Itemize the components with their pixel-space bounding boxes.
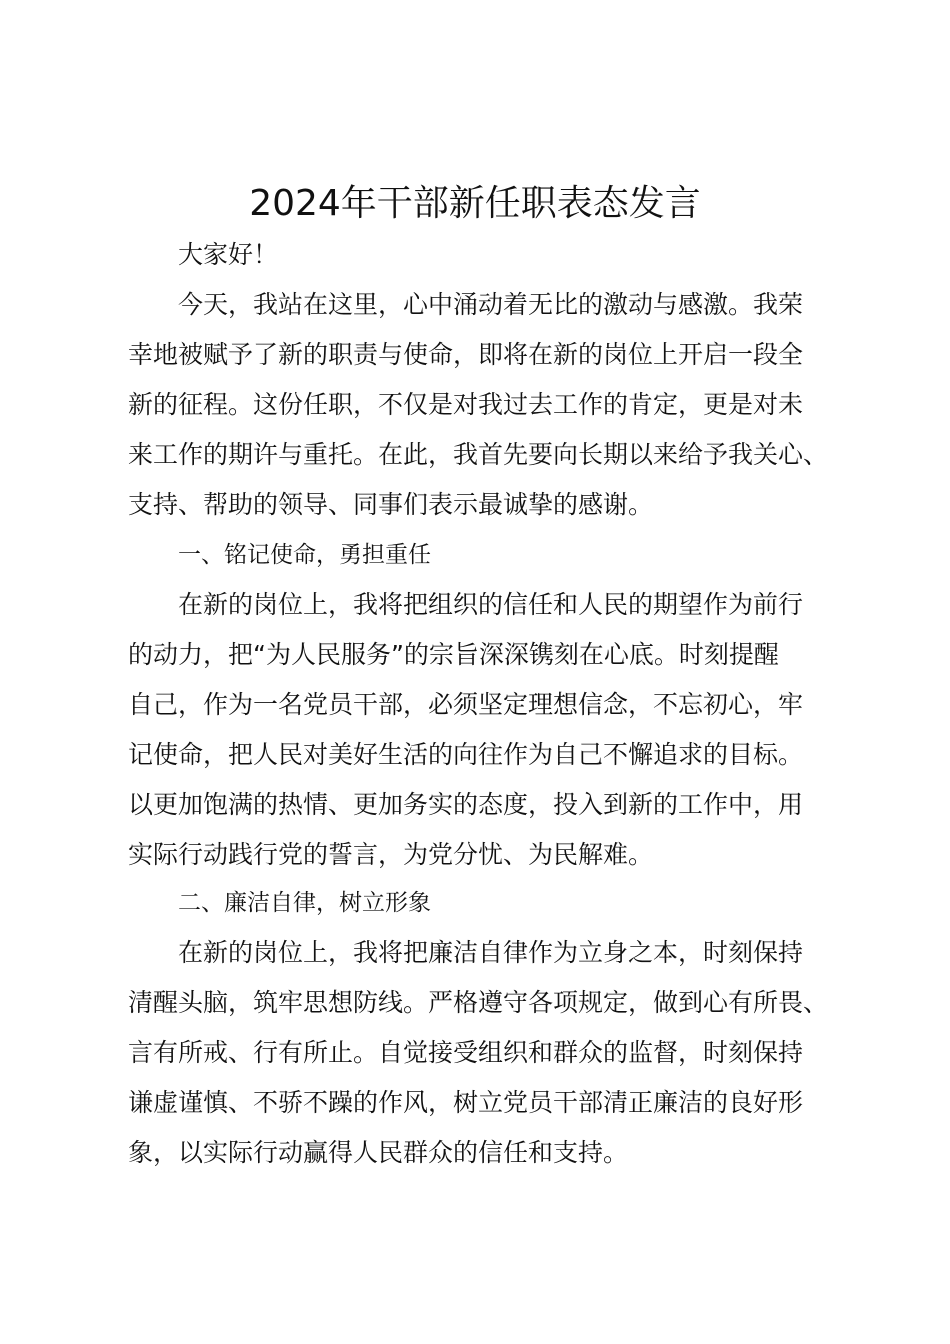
section1-line: 的动力，把“为人民服务”的宗旨深深镌刻在心底。时刻提醒: [128, 640, 779, 669]
greeting: 大家好！: [178, 240, 279, 269]
section1-line: 以更加饱满的热情、更加务实的态度，投入到新的工作中，用: [128, 790, 804, 819]
intro-line: 来工作的期许与重托。在此，我首先要向长期以来给予我关心、: [128, 440, 829, 469]
intro-line: 今天，我站在这里，心中涌动着无比的激动与感激。我荣: [178, 290, 804, 319]
intro-line: 幸地被赋予了新的职责与使命，即将在新的岗位上开启一段全: [128, 340, 804, 369]
section1-line: 自己，作为一名党员干部，必须坚定理想信念，不忘初心，牢: [128, 690, 804, 719]
section2-line: 谦虚谨慎、不骄不躁的作风，树立党员干部清正廉洁的良好形: [128, 1088, 804, 1117]
section1-line: 实际行动践行党的誓言，为党分忧、为民解难。: [128, 840, 654, 869]
section1-line: 记使命，把人民对美好生活的向往作为自己不懈追求的目标。: [128, 740, 804, 769]
section1-line: 在新的岗位上，我将把组织的信任和人民的期望作为前行: [178, 590, 804, 619]
section2-line: 言有所戒、行有所止。自觉接受组织和群众的监督，时刻保持: [128, 1038, 804, 1067]
section1-heading: 一、铭记使命，勇担重任: [178, 542, 431, 568]
document-title: 2024年干部新任职表态发言: [249, 183, 701, 224]
section2-line: 在新的岗位上，我将把廉洁自律作为立身之本，时刻保持: [178, 938, 804, 967]
section2-heading: 二、廉洁自律，树立形象: [178, 890, 431, 916]
intro-line: 新的征程。这份任职，不仅是对我过去工作的肯定，更是对未: [128, 390, 804, 419]
section2-line: 象，以实际行动赢得人民群众的信任和支持。: [128, 1138, 629, 1167]
section2-line: 清醒头脑，筑牢思想防线。严格遵守各项规定，做到心有所畏、: [128, 988, 829, 1017]
intro-line: 支持、帮助的领导、同事们表示最诚挚的感谢。: [128, 490, 654, 519]
